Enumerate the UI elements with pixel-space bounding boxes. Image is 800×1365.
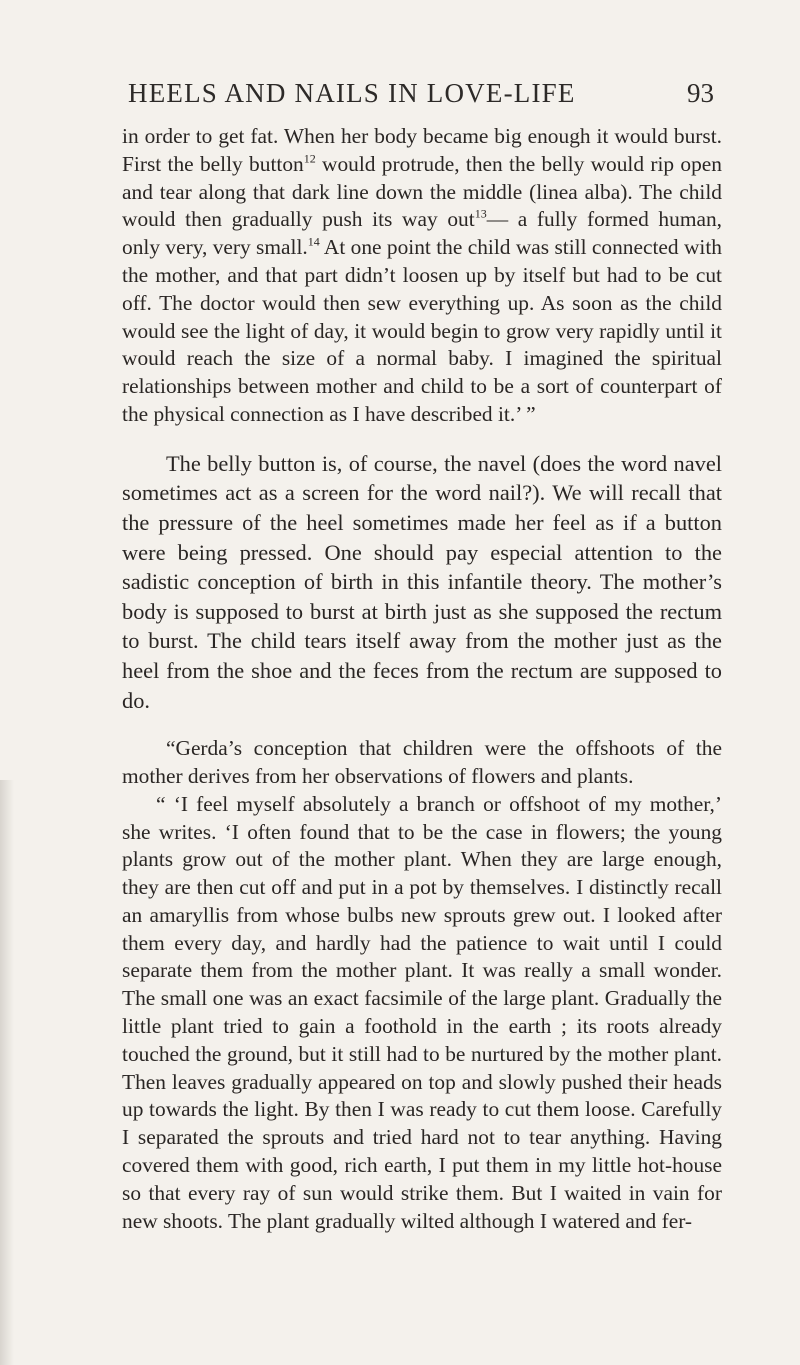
page-gutter-shadow: [0, 780, 14, 1365]
paragraph-text: At one point the child was still connected with the mother, and that part didn’t loosen up by itself but had to be cut off. The doctor would then sew everything up. As soon as the child would see the light of day, it would begin to grow very rapidly until it would reach the size of a normal baby. I imagined the spiritual relationships between mother and child to be a sort of counterpart of the physical connection as I have described it.’ ”: [122, 235, 722, 426]
paragraph-quote-intro: “Gerda’s conception that children were the offshoots of the mother derives from her observations of flowers and plants.: [122, 736, 722, 788]
body-text: [122, 123, 722, 1235]
page-number: 93: [687, 78, 714, 108]
paragraph-text: would protrude, then the belly would rip open and tear along that dark line down the middle (linea alba). The child would then gradually push its way out: [122, 151, 722, 232]
paragraph-text: in order to get fat. When her body became big enough it would burst. First the belly button: [122, 124, 722, 176]
paragraph-continued: [122, 123, 722, 429]
footnote-ref-12: 12: [303, 151, 316, 166]
paragraph-commentary: The belly button is, of course, the navel (does the word navel sometimes act as a screen for the word nail?). We will recall that the pressure of the heel sometimes made her feel as if a button were being pressed. One should pay especial attention to the sadistic conception of birth in this infantile theory. The mother’s body is supposed to burst at birth just as she supposed the rectum to burst. The child tears itself away from the mother just as the heel from the shoe and the feces from the rectum are supposed to do.: [122, 450, 722, 713]
paragraph-quote: “ ‘I feel myself absolutely a branch or offshoot of my mother,’ she writes. ‘I often found that to be the case in flowers; the young plants grow out of the mother plant. When they are large enough, they are then cut off and put in a pot by themselves. I distinctly recall an amaryllis from whose bulbs new sprouts grew out. I looked after them every day, and hardly had the patience to wait until I could separate them from the mother plant. It was really a small wonder. The small one was an exact facsimile of the large plant. Gradually the little plant tried to gain a foothold in the earth ; its roots already touched the ground, but it still had to be nurtured by the mother plant. Then leaves gradually appeared on top and slowly pushed their heads up towards the light. By then I was ready to cut them loose. Carefully I separated the sprouts and tried hard not to tear anything. Having covered them with good, rich earth, I put them in my little hot-house so that every ray of sun would strike them. But I waited in vain for new shoots. The plant gradually wilted although I watered and fer-: [122, 791, 722, 1233]
running-title: HEELS AND NAILS IN LOVE-LIFE: [128, 78, 576, 108]
footnote-ref-14: 14: [307, 234, 320, 249]
running-head: [128, 78, 714, 118]
paragraph-text: — a fully formed human, only very, very small.: [122, 207, 723, 260]
footnote-ref-13: 13: [474, 207, 487, 221]
